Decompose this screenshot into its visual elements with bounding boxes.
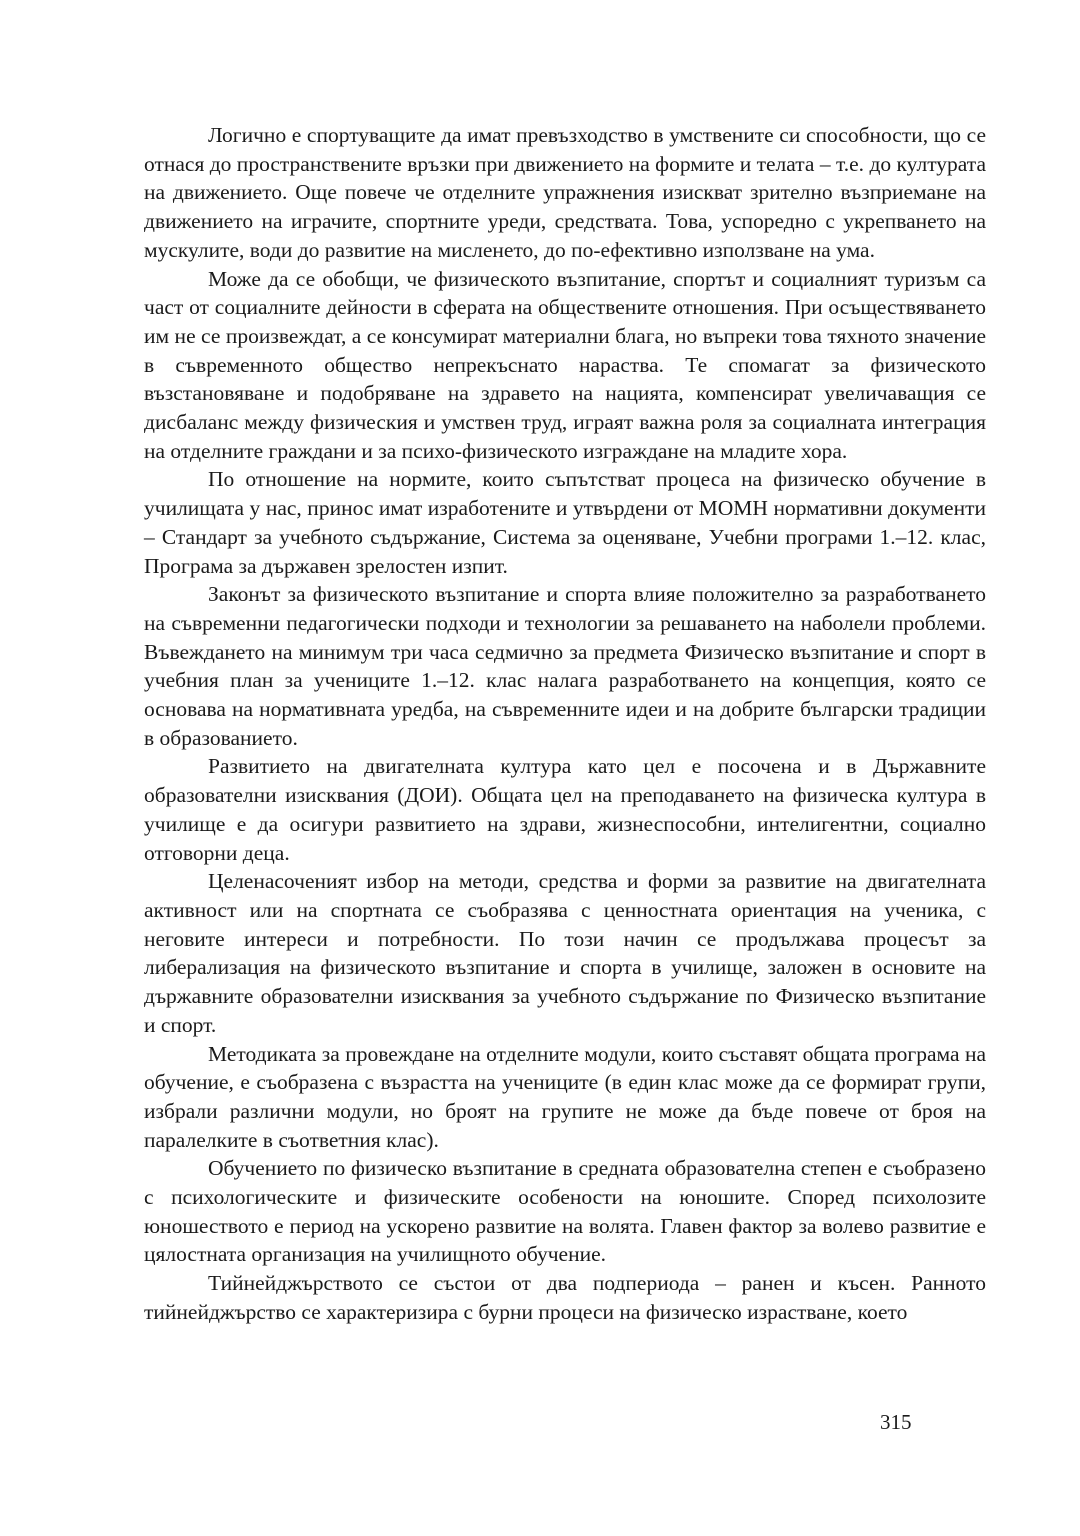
paragraph-4: Законът за физическото възпитание и спорта влияе положително за разработването на съвременни педагогически подходи и технологии за решаването на наболели проблеми. Въвеждането на минимум три часа седмично за предмета Физическо възпитание и спорт в учебния план за учениците 1.–12. клас налага разработването на концепция, която се основава на нормативната уредба, на съвременните идеи и на добрите български традиции в образованието. xyxy=(144,582,986,750)
paragraph-5: Развитието на двигателната култура като цел е посочена и в Държавните образователни изисквания (ДОИ). Общата цел на преподаването на физическа култура в училище е да осигури развитието на здрави, жизнеспособни, интелигентни, социално отговорни деца. xyxy=(144,754,986,865)
paragraph-6: Целенасоченият избор на методи, средства и форми за развитие на двигателната активност или на спортната се съобразява с ценностната ориентация на ученика, с неговите интереси и потребности. По този начин се продължава процесът за либерализация на физическото възпитание и спорта в училище, заложен в основите на държавните образователни изисквания за учебното съдържание по Физическо възпитание и спорт. xyxy=(144,869,986,1037)
paragraph-8: Обучението по физическо възпитание в средната образователна степен е съобразено с психологическите и физическите особености на юношите. Според психолозите юношеството е период на ускорено развитие на волята. Главен фактор за волево развитие е цялостната организация на училищното обучение. xyxy=(144,1156,986,1267)
paragraph-1: Логично е спортуващите да имат превъзходство в умствените си способности, що се отнася до пространствените връзки при движението на формите и телата – т.е. до културата на движението. Още повече че отделните упражнения изискват зрително възприемане на движението на играчите, спортните уреди, средствата. Това, успоредно с укрепването на мускулите, води до развитие на мисленето, до по-ефективно използване на ума. xyxy=(144,123,986,262)
paragraph-9: Тийнейджърството се състои от два подпериода – ранен и късен. Ранното тийнейджърство се характеризира с бурни процеси на физическо израстване, което xyxy=(144,1271,986,1324)
paragraph-7: Методиката за провеждане на отделните модули, които съставят общата програма на обучение, е съобразена с възрастта на учениците (в един клас може да се формират групи, избрали различни модули, но броят на групите не може да бъде повече от броя на паралелките в съответния клас). xyxy=(144,1041,986,1152)
body-text xyxy=(144,121,986,1327)
paragraph-3: По отношение на нормите, които съпътстват процеса на физическо обучение в училищата у нас, принос имат изработените и утвърдени от МОМН нормативни документи – Стандарт за учебното съдържание, Система за оценяване, Учебни програми 1.–12. клас, Програма за държавен зрелостен изпит. xyxy=(144,467,986,578)
paragraph-2: Може да се обобщи, че физическото възпитание, спортът и социалният туризъм са част от социалните дейности в сферата на обществените отношения. При осъществяването им не се произвеждат, а се консумират материални блага, но въпреки това тяхното значение в съвременното общество непрекъснато нараства. Те спомагат за физическото възстановяване и подобряване на здравето на нацията, компенсират увеличаващия се дисбаланс между физическия и умствен труд, играят важна роля за социалната интеграция на отделните граждани и за психо-физическото изграждане на младите хора. xyxy=(144,266,986,463)
page-number: 315 xyxy=(880,1410,912,1434)
